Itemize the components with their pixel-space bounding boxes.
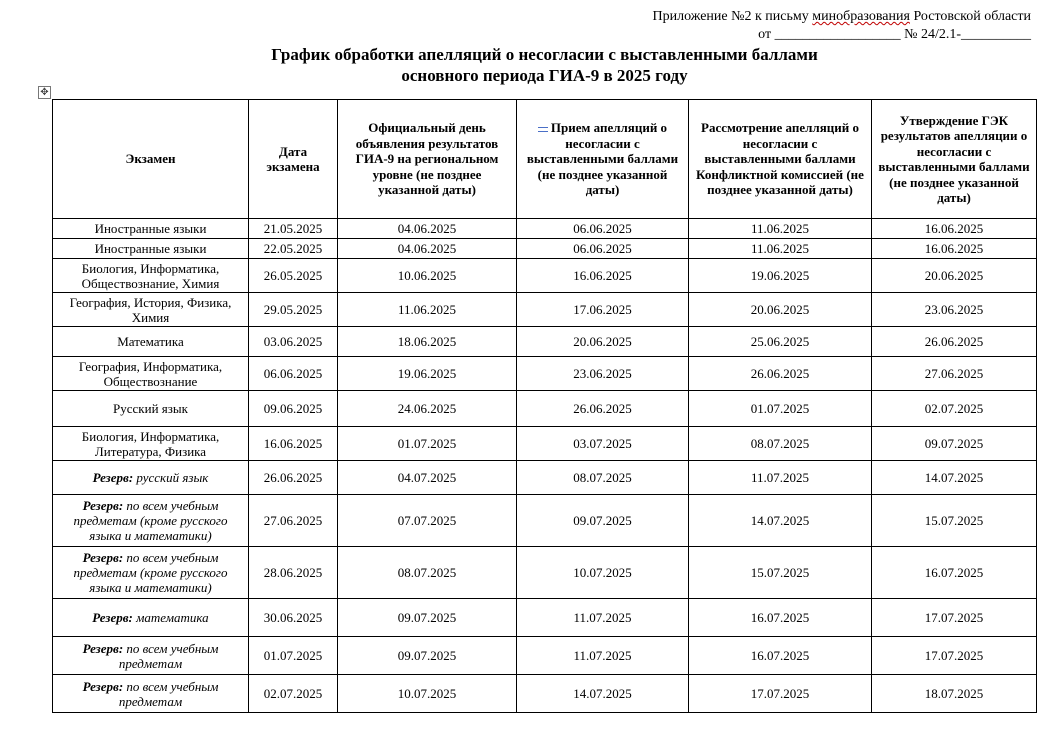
announce-date-cell: 09.07.2025: [338, 637, 517, 675]
exam-subjects: по всем учебным предметам (кроме русского языка и математики): [73, 550, 228, 595]
exam-cell: [53, 239, 249, 259]
appeals-schedule-table: [52, 99, 1037, 713]
exam-cell: [53, 219, 249, 239]
approve-date-cell: 27.06.2025: [872, 357, 1037, 391]
exam-cell: [53, 427, 249, 461]
table-row: [53, 495, 1037, 547]
accept-date-cell: 16.06.2025: [517, 259, 689, 293]
column-header-appeal-acceptance: [517, 100, 689, 219]
table-header-row: [53, 100, 1037, 219]
accept-date-cell: 17.06.2025: [517, 293, 689, 327]
announce-date-cell: 19.06.2025: [338, 357, 517, 391]
accept-date-cell: 10.07.2025: [517, 547, 689, 599]
column-header-appeal-acceptance-text: Прием апелляций о несогласии с выставленными баллами (не позднее указанной даты): [526, 120, 679, 198]
reserve-label: Резерв:: [92, 470, 134, 485]
exam-subjects: по всем учебным предметам (кроме русского языка и математики): [73, 498, 228, 543]
exam-subjects: Иностранные языки: [94, 241, 207, 256]
appendix-prefix: Приложение №2 к письму: [652, 9, 813, 24]
exam-subjects: русский язык: [136, 470, 209, 485]
accept-date-cell: 11.07.2025: [517, 599, 689, 637]
announce-date-cell: 10.07.2025: [338, 675, 517, 713]
exam-cell: [53, 327, 249, 357]
table-move-handle-icon[interactable]: ✥: [38, 86, 51, 99]
exam-subjects: математика: [136, 610, 209, 625]
review-date-cell: 08.07.2025: [689, 427, 872, 461]
exam-cell: [53, 391, 249, 427]
exam-subjects: Русский язык: [113, 401, 188, 416]
table-row: [53, 219, 1037, 239]
exam-cell: [53, 675, 249, 713]
appendix-line: [652, 8, 1031, 26]
accept-date-cell: 20.06.2025: [517, 327, 689, 357]
announce-date-cell: 18.06.2025: [338, 327, 517, 357]
table-row: [53, 675, 1037, 713]
table-row: [53, 239, 1037, 259]
exam-subjects: Биология, Информатика, Обществознание, Химия: [81, 260, 220, 291]
exam-cell: [53, 259, 249, 293]
exam-cell: [53, 357, 249, 391]
exam-date-cell: 01.07.2025: [249, 637, 338, 675]
reserve-label: Резерв:: [82, 640, 124, 656]
table-row: [53, 357, 1037, 391]
exam-cell: [53, 461, 249, 495]
reserve-label: Резерв:: [92, 610, 133, 625]
announce-date-cell: 04.06.2025: [338, 219, 517, 239]
exam-subjects: География, История, Физика, Химия: [69, 294, 232, 325]
review-date-cell: 01.07.2025: [689, 391, 872, 427]
approve-date-cell: 18.07.2025: [872, 675, 1037, 713]
accept-date-cell: 06.06.2025: [517, 239, 689, 259]
spellcheck-underlined-word: минобразования: [812, 9, 910, 24]
exam-date-cell: 02.07.2025: [249, 675, 338, 713]
approve-date-cell: 23.06.2025: [872, 293, 1037, 327]
exam-date-cell: 26.05.2025: [249, 259, 338, 293]
table-row: [53, 327, 1037, 357]
exam-date-cell: 26.06.2025: [249, 461, 338, 495]
review-date-cell: 25.06.2025: [689, 327, 872, 357]
approve-date-cell: 17.07.2025: [872, 599, 1037, 637]
reserve-label: Резерв:: [82, 550, 124, 565]
table-row: [53, 547, 1037, 599]
exam-subjects: по всем учебным предметам: [118, 678, 219, 709]
column-header-exam-date: Дата экзамена: [249, 100, 338, 219]
exam-subjects: Математика: [117, 334, 184, 349]
approve-date-cell: 15.07.2025: [872, 495, 1037, 547]
review-date-cell: 19.06.2025: [689, 259, 872, 293]
announce-date-cell: 01.07.2025: [338, 427, 517, 461]
exam-date-cell: 09.06.2025: [249, 391, 338, 427]
accept-date-cell: 26.06.2025: [517, 391, 689, 427]
reserve-label: Резерв:: [82, 498, 124, 513]
review-date-cell: 15.07.2025: [689, 547, 872, 599]
accept-date-cell: 03.07.2025: [517, 427, 689, 461]
approve-date-cell: 26.06.2025: [872, 327, 1037, 357]
accept-date-cell: 09.07.2025: [517, 495, 689, 547]
announce-date-cell: 07.07.2025: [338, 495, 517, 547]
exam-date-cell: 03.06.2025: [249, 327, 338, 357]
column-header-exam: Экзамен: [53, 100, 249, 219]
review-date-cell: 16.07.2025: [689, 599, 872, 637]
review-date-cell: 20.06.2025: [689, 293, 872, 327]
title-line-1: График обработки апелляций о несогласии с выставленными баллами: [271, 45, 818, 64]
table-row: [53, 259, 1037, 293]
exam-subjects: География, Информатика, Обществознание: [78, 358, 223, 389]
table-row: [53, 391, 1037, 427]
announce-date-cell: 11.06.2025: [338, 293, 517, 327]
table-row: [53, 293, 1037, 327]
review-date-cell: 14.07.2025: [689, 495, 872, 547]
document-header: [652, 8, 1031, 44]
announce-date-cell: 10.06.2025: [338, 259, 517, 293]
document-title: [0, 44, 1059, 86]
accept-date-cell: 14.07.2025: [517, 675, 689, 713]
review-date-cell: 11.07.2025: [689, 461, 872, 495]
announce-date-cell: 08.07.2025: [338, 547, 517, 599]
exam-subjects: Иностранные языки: [94, 221, 207, 236]
exam-cell: [53, 599, 249, 637]
announce-date-cell: 24.06.2025: [338, 391, 517, 427]
exam-date-cell: 22.05.2025: [249, 239, 338, 259]
exam-subjects: по всем учебным предметам: [118, 640, 219, 671]
review-date-cell: 16.07.2025: [689, 637, 872, 675]
approve-date-cell: 09.07.2025: [872, 427, 1037, 461]
accept-date-cell: 06.06.2025: [517, 219, 689, 239]
approve-date-cell: 16.06.2025: [872, 219, 1037, 239]
approve-date-cell: 14.07.2025: [872, 461, 1037, 495]
format-mark-icon: [538, 127, 548, 132]
table-row: [53, 427, 1037, 461]
exam-date-cell: 28.06.2025: [249, 547, 338, 599]
exam-cell: [53, 495, 249, 547]
announce-date-cell: 04.06.2025: [338, 239, 517, 259]
accept-date-cell: 08.07.2025: [517, 461, 689, 495]
letter-number-line: от __________________ № 24/2.1-__________: [758, 27, 1031, 42]
reserve-label: Резерв:: [82, 678, 124, 694]
exam-date-cell: 30.06.2025: [249, 599, 338, 637]
review-date-cell: 26.06.2025: [689, 357, 872, 391]
column-header-appeal-review: Рассмотрение апелляций о несогласии с выставленными баллами Конфликтной комиссией (не позднее указанной даты): [689, 100, 872, 219]
column-header-gek-approval: Утверждение ГЭК результатов апелляции о несогласии с выставленными баллами (не позднее указанной даты): [872, 100, 1037, 219]
exam-date-cell: 06.06.2025: [249, 357, 338, 391]
approve-date-cell: 20.06.2025: [872, 259, 1037, 293]
accept-date-cell: 11.07.2025: [517, 637, 689, 675]
column-header-results-announcement: Официальный день объявления результатов ГИА-9 на региональном уровне (не позднее указанной даты): [338, 100, 517, 219]
review-date-cell: 11.06.2025: [689, 239, 872, 259]
title-line-2: основного периода ГИА-9 в 2025 году: [401, 66, 688, 85]
approve-date-cell: 16.06.2025: [872, 239, 1037, 259]
approve-date-cell: 17.07.2025: [872, 637, 1037, 675]
accept-date-cell: 23.06.2025: [517, 357, 689, 391]
approve-date-cell: 02.07.2025: [872, 391, 1037, 427]
approve-date-cell: 16.07.2025: [872, 547, 1037, 599]
announce-date-cell: 09.07.2025: [338, 599, 517, 637]
exam-date-cell: 27.06.2025: [249, 495, 338, 547]
exam-cell: [53, 547, 249, 599]
exam-cell: [53, 637, 249, 675]
exam-cell: [53, 293, 249, 327]
table-row: [53, 599, 1037, 637]
review-date-cell: 17.07.2025: [689, 675, 872, 713]
exam-date-cell: 16.06.2025: [249, 427, 338, 461]
table-row: [53, 637, 1037, 675]
exam-date-cell: 21.05.2025: [249, 219, 338, 239]
table-row: [53, 461, 1037, 495]
appendix-suffix: Ростовской области: [909, 9, 1031, 24]
announce-date-cell: 04.07.2025: [338, 461, 517, 495]
exam-date-cell: 29.05.2025: [249, 293, 338, 327]
exam-subjects: Биология, Информатика, Литература, Физика: [81, 428, 220, 459]
review-date-cell: 11.06.2025: [689, 219, 872, 239]
